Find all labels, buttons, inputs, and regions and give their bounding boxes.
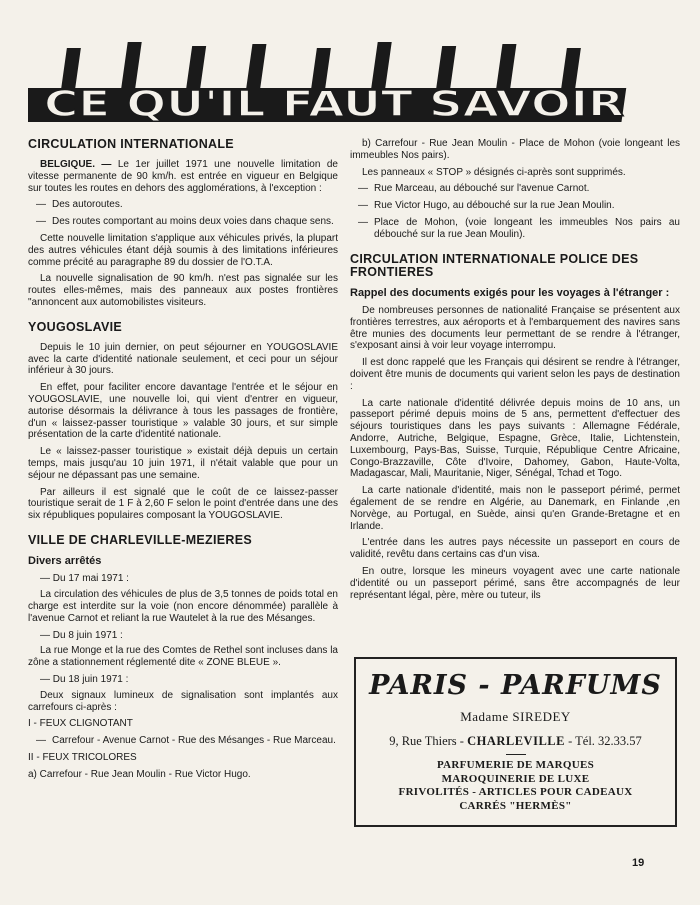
list-heading: I - FEUX CLIGNOTANT: [28, 718, 133, 730]
subtitle-documents: Rappel des documents exigés pour les voyages à l'étranger :: [350, 286, 670, 299]
section-title-yougoslavie: YOUGOSLAVIE: [28, 319, 123, 334]
dash-item: — Carrefour - Avenue Carnot - Rue des Mésanges - Rue Marceau.: [28, 735, 338, 747]
list-item: a) Carrefour - Rue Jean Moulin - Rue Victor Hugo.: [28, 768, 251, 780]
dash-item: — Rue Marceau, au débouché sur l'avenue Carnot.: [350, 183, 680, 195]
ad-street: 9, Rue Thiers -: [389, 734, 468, 748]
paragraph: Deux signaux lumineux de signalisation sont implantés aux carrefours ci-après :: [28, 689, 338, 713]
ad-line: PARFUMERIE DE MARQUES: [436, 759, 595, 771]
date-line: — Du 17 mai 1971 :: [40, 573, 129, 585]
ad-phone: - Tél. 32.33.57: [564, 734, 642, 748]
paragraph-text: Le 1er juillet 1971 une nouvelle limitation de vitesse permanente de 90 km/h. est entrée en vigueur en Belgique sur toutes les routes en dehors des agglomérations, à l'exception :: [28, 159, 338, 194]
dash-item: — Des autoroutes.: [28, 199, 338, 211]
paragraph: De nombreuses personnes de nationalité Française se présentent aux frontières terrestres, aux aéroports et à l'embarquement des navires sans être munies des documents leur permettant de se rendre à l'étranger, s'exposant ainsi à voir leur voyage interrompu.: [350, 305, 680, 352]
list-heading: II - FEUX TRICOLORES: [28, 751, 137, 763]
paragraph: [28, 159, 338, 194]
dash-item: — Place de Mohon, (voie longeant les immeubles Nos pairs au débouché sur la rue Jean Moulin).: [350, 217, 680, 241]
paragraph: La circulation des véhicules de plus de 3,5 tonnes de poids total en charge est interdite sur la voie (non encore dénommée) parallèle à l'avenue Carnot et reliant la rue Wautelet à la rue des Mésanges.: [28, 589, 338, 624]
paragraph: En effet, pour faciliter encore davantage l'entrée et le séjour en YOUGOSLAVIE, une nouvelle loi, qui vient d'entrer en vigueur, autorise désormais la délivrance à tous les passages de frontière, d'un « laissez-passer touristique » valable 30 jours, et sur simple présentation de la carte d'identité nationale.: [28, 382, 338, 441]
date-line: — Du 18 juin 1971 :: [40, 674, 129, 685]
ad-title: PARIS - PARFUMS: [369, 670, 662, 701]
paragraph: Depuis le 10 juin dernier, on peut séjourner en YOUGOSLAVIE avec la carte d'identité nationale seulement, et ceci pour un séjour inférieur à 30 jours.: [28, 341, 338, 377]
section-title-charleville: VILLE DE CHARLEVILLE-MEZIERES: [28, 532, 252, 547]
paragraph: Il est donc rappelé que les Français qui désirent se rendre à l'étranger, doivent être munis de documents qui varient selon les pays de destination :: [350, 357, 680, 392]
ad-line: MAROQUINERIE DE LUXE: [441, 772, 590, 785]
dash-item: — Des routes comportant au moins deux voies dans chaque sens.: [28, 216, 338, 228]
left-column: [28, 138, 338, 786]
section-title-police: CIRCULATION INTERNATIONALE POLICE DES FRONTIERES: [350, 251, 639, 279]
dash-item: — Rue Victor Hugo, au débouché sur la rue Jean Moulin.: [350, 200, 680, 212]
header-title: CE QU'IL FAUT SAVOIR: [44, 84, 624, 124]
paragraph: En outre, lorsque les mineurs voyagent avec une carte nationale d'identité ou un passeport périmé, sans être accompagnés de leur représentant légal, père, mère ou tuteur, ils: [350, 566, 680, 601]
page-number: 19: [632, 857, 645, 869]
ad-address: [356, 734, 675, 749]
paragraph: La nouvelle signalisation de 90 km/h. n'est pas signalée sur les routes elles-mêmes, mais des panneaux aux postes frontières "annoncent aux automobilistes visiteurs.: [28, 273, 338, 308]
paragraph: Par ailleurs il est signalé que le coût de ce laissez-passer touristique serait de 1 F à 2,60 F selon le point d'entrée dans une des six républiques populaires composant la YOUGOSLAVIE.: [28, 486, 338, 522]
paragraph: La carte nationale d'identité, mais non le passeport périmé, permet également de se rendre en Algérie, au Danemark, en Finlande ,en Norvège, au Portugal, en Suède, ainsi qu'en Grande-Bretagne et en Irlande.: [350, 485, 680, 532]
paragraph: L'entrée dans les autres pays nécessite un passeport en cours de validité, revêtu dans certains cas d'un visa.: [350, 537, 680, 561]
ad-city: CHARLEVILLE: [467, 734, 565, 748]
right-column: [350, 138, 680, 606]
subtitle-arretes: Divers arrêtés: [28, 554, 102, 567]
paragraph: La rue Monge et la rue des Comtes de Rethel sont incluses dans la zône a stationnement réglementé dite « ZONE BLEUE ».: [28, 645, 338, 669]
ad-divider: [506, 754, 526, 755]
paragraph: La carte nationale d'identité délivrée depuis moins de 10 ans, un passeport périmé depuis moins de 5 ans, permettent d'effectuer des séjours touristiques dans les pays suivants : Allemagne Fédérale, Andorre, Autriche, Belgique, Espagne, Grèce, Italie, Lichtenstein, Luxembourg, Pays-Bas, Suisse, Turquie, République Centre Africaine, Congo-Brazzaville, Côte d'Ivoire, Dahomey, Gabon, Haute-Volta, Madagascar, Mali, Mauritanie, Niger, Sénégal, Tchad et Togo.: [350, 397, 680, 480]
date-line: — Du 8 juin 1971 :: [40, 629, 123, 641]
paragraph: Les panneaux « STOP » désignés ci-après sont supprimés.: [362, 166, 626, 178]
section-title-circulation: CIRCULATION INTERNATIONALE: [28, 137, 234, 151]
paragraph: b) Carrefour - Rue Jean Moulin - Place de Mohon (voie longeant les immeubles Nos pairs).: [350, 138, 680, 161]
ad-owner-name: Madame SIREDEY: [460, 709, 571, 724]
paragraph: Le « laissez-passer touristique » existait déjà depuis un certain temps, mais jusqu'au 10 juin 1971, il n'était valable que pour un séjour ne dépassant pas une semaine.: [28, 446, 338, 481]
ad-line: CARRÉS "HERMÈS": [459, 799, 572, 812]
header-banner-art: [28, 40, 640, 124]
header-banner: [28, 40, 640, 124]
paragraph: Cette nouvelle limitation s'applique aux véhicules privés, la plupart des autres véhicules étant déjà soumis à des limitations inférieures comme précité au paragraphe 89 du dossier de l'O.T.A.: [28, 232, 338, 268]
ad-line: FRIVOLITÉS - ARTICLES POUR CADEAUX: [398, 786, 633, 798]
lead-belgique: BELGIQUE. —: [40, 159, 112, 170]
advertisement-box: [354, 657, 677, 827]
